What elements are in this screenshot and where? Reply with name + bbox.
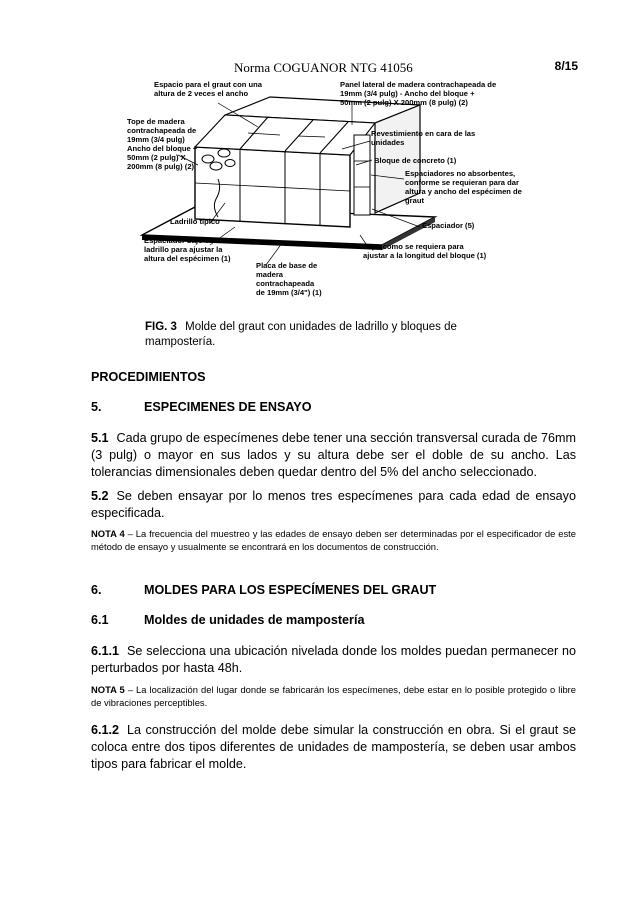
label-ladrillo: Ladrillo típico	[170, 217, 220, 226]
figure-caption: FIG. 3 Molde del graut con unidades de ladrillo y bloques de mampostería.	[145, 321, 457, 348]
heading-procedimientos: PROCEDIMIENTOS	[91, 370, 206, 384]
section-5-heading: 5. ESPECIMENES DE ENSAYO	[91, 400, 312, 414]
label-panel-lateral: Panel lateral de madera contrachapeada de 19mm (3/4 pulg) - Ancho del bloque + 50mm (2 pulg) X 200mm (8 pulg) (2)	[340, 80, 497, 107]
label-placa-base: Placa de base de madera contrachapeada de 19mm (3/4") (1)	[256, 261, 322, 297]
label-tope-requiera: Tope como se requiera para ajustar a la longitud del bloque (1)	[363, 242, 487, 260]
paragraph-6-1-2: 6.1.2 La construcción del molde debe simular la construcción en obra. Si el graut se coloca entre dos tipos diferentes de unidades de mampostería, se deben usar ambos tipos para fabricar el molde.	[91, 723, 576, 771]
paragraph-6-1-1: 6.1.1 Se selecciona una ubicación nivelada donde los moldes puedan permanecer no perturbados por hasta 48h.	[91, 644, 576, 675]
label-revestimiento: Revestimiento en cara de las unidades	[371, 129, 476, 147]
section-6-heading: 6. MOLDES PARA LOS ESPECÍMENES DEL GRAUT	[91, 583, 437, 597]
nota-5: NOTA 5 – La localización del lugar donde se fabricarán los especímenes, debe estar en lo posible protegido o libre de vibraciones perceptibles.	[91, 684, 577, 708]
label-bloque: Bloque de concreto (1)	[374, 156, 457, 165]
grout-mold-diagram	[120, 75, 540, 355]
label-espaciador5: Espaciador (5)	[422, 221, 475, 230]
label-espaciadores: Espaciadores no absorbentes, conforme se requieran para dar altura y ancho del espécimen de graut	[405, 169, 522, 205]
label-espaciador-bajo: Espaciador bajo el ladrillo para ajustar la altura del espécimen (1)	[144, 236, 231, 263]
figure-grout-mold	[120, 75, 540, 355]
paragraph-5-1: 5.1 Cada grupo de especímenes debe tener una sección transversal curada de 76mm (3 pulg) o mayor en sus lados y su altura debe ser el doble de su ancho. Las tolerancias dimensionales deben quedar dentro del 5% del ancho seleccionado.	[91, 431, 576, 479]
norm-title: Norma COGUANOR NTG 41056	[234, 60, 413, 75]
nota-4: NOTA 4 – La frecuencia del muestreo y las edades de ensayo deben ser determinadas por el especificador de este método de ensayo y usualmente se encontrará en los documentos de construcción.	[91, 528, 577, 552]
label-espacio: Espacio para el graut con una altura de 2 veces el ancho	[154, 80, 263, 98]
paragraph-5-2: 5.2 Se deben ensayar por lo menos tres especímenes para cada edad de ensayo especificada.	[91, 489, 576, 520]
page-number: 8/15	[554, 59, 578, 73]
label-tope-madera: Tope de madera contrachapeada de 19mm (3/4 pulg) Ancho del bloque + 50mm (2 pulg) X 200mm (8 pulg) (2)	[127, 117, 198, 171]
section-6-1-heading: 6.1 Moldes de unidades de mampostería	[91, 613, 365, 627]
